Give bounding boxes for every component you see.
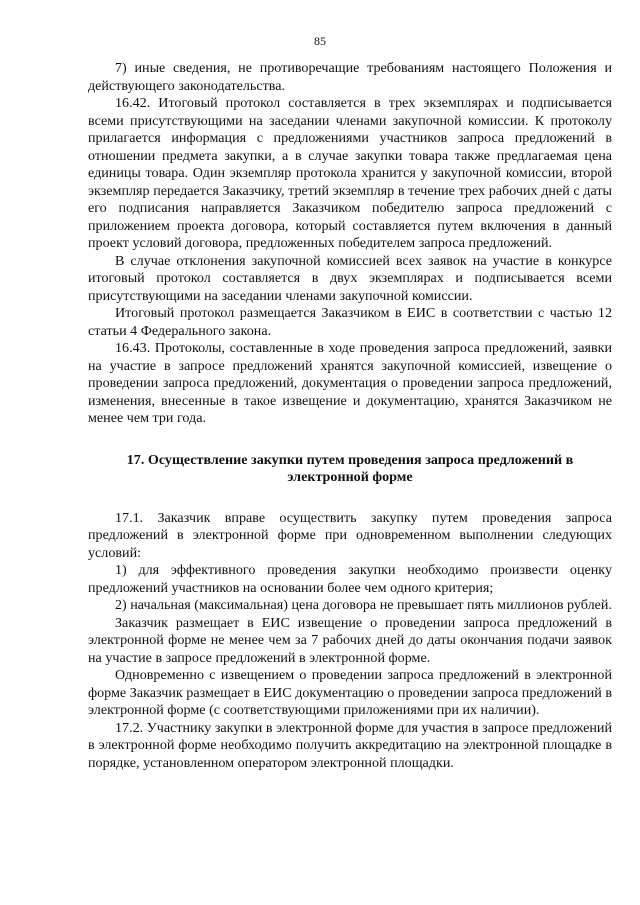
paragraph: 16.43. Протоколы, составленные в ходе проведения запроса предложений, заявки на участие в запросе предложений хранятся закупочной комиссией, извещение о проведении запроса предложений, документация о проведении запроса предложений, изменения, внесенные в такое извещение и документацию, хранятся Заказчиком не менее чем три года. [88,340,612,426]
paragraph: 17.1. Заказчик вправе осуществить закупку путем проведения запроса предложений в электронной форме при одновременном выполнении следующих условий: [88,509,612,561]
section-title: 17. Осуществление закупки путем проведения запроса предложений в электронной форме [126,451,574,485]
paragraph: 2) начальная (максимальная) цена договора не превышает пять миллионов рублей. [115,597,612,613]
paragraph: Одновременно с извещением о проведении запроса предложений в электронной форме Заказчик размещает в ЕИС документацию о проведении запроса предложений в электронной форме (с соответствующими приложениями при их наличии). [88,667,612,718]
paragraph: Заказчик размещает в ЕИС извещение о проведении запроса предложений в электронной форме не менее чем за 7 рабочих дней до даты окончания подачи заявок на участие в запросе предложений в электронной форме. [88,614,612,666]
paragraph: Итоговый протокол размещается Заказчиком в ЕИС в соответствии с частью 12 статьи 4 Федерального закона. [88,305,612,339]
paragraph: 1) для эффективного проведения закупки необходимо произвести оценку предложений участников на основании более чем одного критерия; [88,562,612,596]
page-number: 85 [314,34,326,48]
paragraph: 17.2. Участнику закупки в электронной форме для участия в запросе предложений в электронной форме необходимо получить аккредитацию на электронной площадке в порядке, установленном оператором электронной площадки. [88,719,612,771]
paragraph: 7) иные сведения, не противоречащие требованиям настоящего Положения и действующего законодательства. [88,60,612,94]
paragraph: В случае отклонения закупочной комиссией всех заявок на участие в конкурсе итоговый протокол составляется в двух экземплярах и подписывается всеми присутствующими на заседании членами закупочной комиссии. [88,252,612,304]
document-body [88,60,612,772]
paragraph: 16.42. Итоговый протокол составляется в трех экземплярах и подписывается всеми присутствующими на заседании членами закупочной комиссии. К протоколу прилагается информация с предложениями участников запроса предложений в отношении предмета закупки, а в случае закупки товара также предлагаемая цена единицы товара. Один экземпляр протокола хранится у закупочной комиссии, второй экземпляр передается Заказчику, третий экземпляр в течение трех рабочих дней с даты его подписания направляется Заказчиком победителю запроса предложений с приложением проекта договора, который составляется путем включения в данный проект условий договора, предложенных победителем запроса предложений. [88,95,612,251]
